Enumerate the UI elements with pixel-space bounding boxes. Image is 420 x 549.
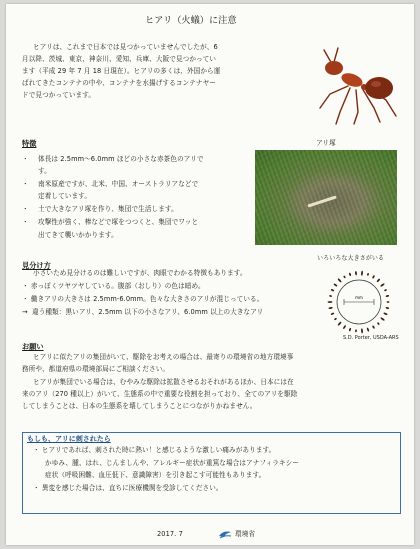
ant-sample: [331, 289, 335, 292]
ant-mound-photo: [255, 150, 397, 245]
features-heading: 特徴: [22, 139, 37, 148]
identify-line: ・ 赤っぽくツヤツヤしている。腹部（おしり）の色は暗め。: [22, 282, 205, 290]
feature-text: 南米原産ですが、北米、中国、オーストラリアなどで: [38, 180, 199, 188]
ant-sample: [343, 275, 346, 278]
feature-text: す。: [38, 167, 51, 175]
feature-bullet: ・: [22, 180, 29, 188]
ant-sample: [361, 271, 363, 276]
ant-sample: [349, 272, 352, 276]
ant-sample: [361, 328, 363, 333]
sting-line: かゆみ、腫、はれ、じんましんや、アレルギー症状が重篤な場合はアナフィラキシー: [45, 459, 299, 467]
feature-bullet: ・: [22, 218, 29, 226]
sting-callout-box: [22, 432, 401, 514]
ant-sample: [329, 295, 332, 297]
ant-sample: [386, 295, 390, 297]
figure-credit: S.D. Porter, USDA-ARS: [343, 335, 399, 341]
intro-line-5: ドで見つかっています。: [22, 91, 96, 99]
ant-sample: [355, 329, 357, 332]
issue-date: 2017. 7: [157, 530, 183, 538]
ministry-logo-icon: [218, 529, 232, 539]
ant-sample: [337, 278, 342, 283]
ant-sample: [333, 283, 337, 287]
request-heading: お願い: [22, 342, 44, 351]
identify-heading: 見分け方: [22, 261, 51, 270]
ant-sample: [372, 325, 375, 329]
request-line: 務所や、都道府県の環境部局にご相談ください。: [22, 365, 170, 373]
ant-sample: [387, 301, 390, 303]
size-figure-caption: いろいろな大きさがいる: [317, 255, 385, 262]
ant-sample: [366, 327, 369, 332]
ant-sample: [328, 301, 333, 303]
sting-heading: もしも、アリに刺されたら: [27, 435, 111, 443]
ant-sample: [380, 283, 385, 287]
sting-line: ・ 異変を感じた場合は、直ちに医療機関を受診してください。: [33, 484, 223, 492]
request-line: 来のアリ（270 種以上）がいて、生態系の中で重要な役割を担っており、全てのアリを駆除: [22, 390, 298, 398]
sting-line: ・ ヒアリであれば、刺された時に熱い！と感じるような激しい痛みがあります。: [33, 446, 276, 454]
feature-bullet: ・: [22, 205, 29, 213]
intro-line-4: ばれてきたコンテナの中や、コンテナを水揚げするコンテナヤー: [22, 79, 216, 87]
svg-text:mm: mm: [355, 295, 363, 300]
ant-sample: [383, 312, 388, 315]
ant-sample: [386, 307, 390, 309]
request-line: してしまうことは、日本の生態系を壊してしまうことにつながりかねません。: [22, 402, 257, 410]
ant-size-figure: [318, 266, 400, 342]
ant-sample: [328, 307, 332, 310]
intro-line-1: ヒアリは、これまで日本では見つかっていませんでしたが、6: [33, 43, 218, 51]
feature-text: 出てきて襲いかかります。: [38, 231, 118, 239]
intro-line-2: 月以降、茨城、東京、神奈川、愛知、兵庫、大阪で見つかってい: [22, 55, 217, 63]
request-line: ヒアリに似たアリの集団がいて、駆除をお考えの場合は、最寄りの環境省の地方環境事: [33, 353, 294, 361]
ant-sample: [384, 289, 387, 292]
request-line: ヒアリが集団でいる場合は、むやみな駆除は拡散させるおそれがあるほか、日本には在: [33, 378, 294, 386]
ant-sample: [372, 275, 375, 279]
ant-sample: [334, 317, 337, 320]
ministry-name: 環境省: [235, 530, 256, 538]
ant-sample: [331, 312, 335, 315]
identify-line: → 違う種類：黒いアリ、2.5mm 以下の小さなアリ、6.0mm 以上の大きなアリ: [22, 308, 264, 316]
intro-line-3: ます（平成 29 年 7 月 18 日現在）。ヒアリの多くは、外国から運: [22, 67, 221, 75]
feature-text: 土で大きなアリ塚を作り、集団で生活します。: [38, 205, 178, 213]
ant-sample: [380, 317, 385, 321]
feature-bullet: ・: [22, 155, 29, 163]
ant-sample: [355, 271, 357, 275]
ant-sample: [377, 322, 380, 325]
ant-sample: [343, 325, 347, 330]
feature-text: 体長は 2.5mm～6.0mm ほどの小さな赤茶色のアリで: [38, 155, 204, 163]
sting-line: 症状（呼吸困難、血圧低下、意識障害）を引き起こす可能性もあります。: [45, 471, 266, 479]
fire-ant-photo: [310, 42, 402, 126]
ant-mound-caption: アリ塚: [316, 139, 336, 147]
identify-line: ・ 働きアリの大きさは 2.5mm-6.0mm。色々な大きさのアリが混じっている。: [22, 295, 264, 303]
identify-line: 小さいため見分けるのは難しいですが、肉眼でわかる特徴もあります。: [33, 269, 247, 277]
ant-sample: [337, 321, 342, 326]
ant-sample: [376, 278, 380, 282]
feature-text: 定着しています。: [38, 192, 92, 200]
ant-sample: [349, 328, 352, 332]
feature-text: 攻撃性が強く、棒などで塚をつつくと、集団でワッと: [38, 218, 199, 226]
ant-sample: [367, 273, 370, 276]
page-title: ヒアリ（火蟻）に注意: [145, 15, 237, 26]
